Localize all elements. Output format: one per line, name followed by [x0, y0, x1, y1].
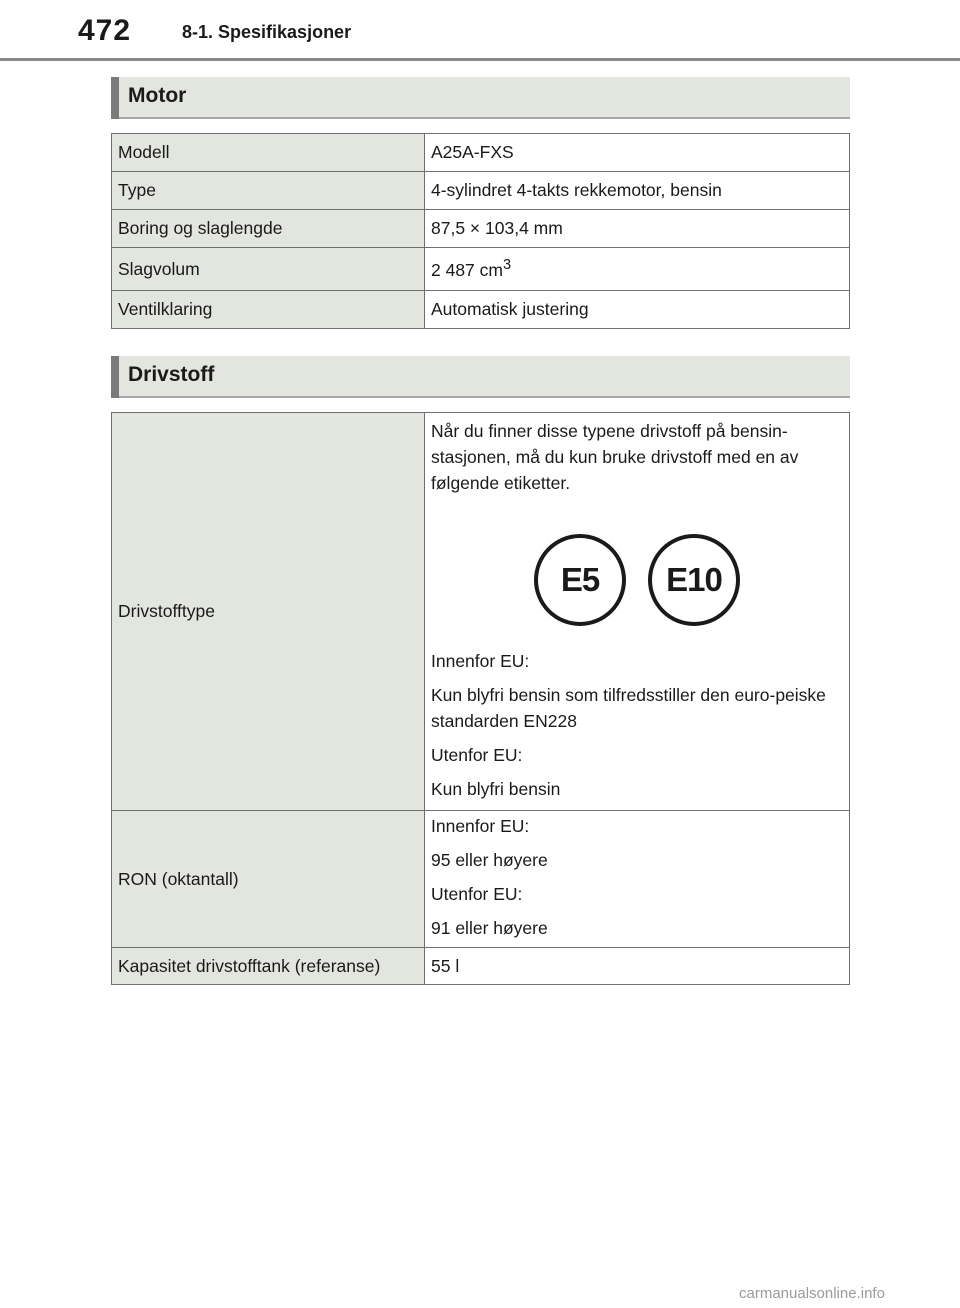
- page-header: [0, 0, 960, 60]
- fuel-intro-text: Når du finner disse typene drivstoff på bensin-stasjonen, må du kun bruke drivstoff med en av følgende etiketter.: [431, 421, 799, 493]
- row-label: Modell: [112, 134, 425, 172]
- non-eu-heading: Utenfor EU:: [431, 884, 523, 904]
- eu-heading: Innenfor EU:: [431, 816, 530, 836]
- row-label: Type: [112, 172, 425, 210]
- row-value: 55 l: [425, 948, 850, 985]
- row-value: [425, 811, 850, 948]
- table-row: [112, 291, 850, 329]
- section-heading-motor: [111, 77, 850, 119]
- eu-text: Kun blyfri bensin som tilfredsstiller den euro-peiske standarden EN228: [431, 685, 826, 731]
- fuel-spec-table: [111, 412, 850, 985]
- motor-spec-table: [111, 133, 850, 329]
- chapter-title: 8-1. Spesifikasjoner: [182, 22, 352, 42]
- row-value: [425, 248, 850, 291]
- row-label: Drivstofftype: [112, 413, 425, 811]
- e10-fuel-label-icon: E10: [648, 534, 740, 626]
- non-eu-heading: Utenfor EU:: [431, 745, 523, 765]
- table-row: [112, 134, 850, 172]
- row-label: Ventilklaring: [112, 291, 425, 329]
- row-label: Boring og slaglengde: [112, 210, 425, 248]
- section-title: Drivstoff: [128, 363, 215, 386]
- table-row: [112, 172, 850, 210]
- table-row: [112, 811, 850, 948]
- displacement-value: 2 487 cm: [431, 259, 503, 280]
- eu-heading: Innenfor EU:: [431, 651, 530, 671]
- row-value: A25A-FXS: [425, 134, 850, 172]
- table-row: [112, 948, 850, 985]
- row-label: RON (oktantall): [112, 811, 425, 948]
- row-label: Slagvolum: [112, 248, 425, 291]
- row-value: 87,5 × 103,4 mm: [425, 210, 850, 248]
- section-heading-drivstoff: [111, 356, 850, 398]
- section-title: Motor: [128, 84, 187, 107]
- non-eu-text: Kun blyfri bensin: [431, 779, 561, 799]
- row-value: 4-sylindret 4-takts rekkemotor, bensin: [425, 172, 850, 210]
- non-eu-value: 91 eller høyere: [431, 918, 548, 938]
- row-value: Automatisk justering: [425, 291, 850, 329]
- watermark: carmanualsonline.info: [739, 1285, 885, 1302]
- e5-fuel-label-icon: E5: [534, 534, 626, 626]
- unit-superscript: 3: [502, 257, 512, 274]
- row-value: [425, 413, 850, 811]
- fuel-label-badges: [431, 534, 843, 626]
- table-row: [112, 210, 850, 248]
- page-number: 472: [78, 14, 132, 47]
- section-accent-bar: [111, 77, 119, 119]
- eu-value: 95 eller høyere: [431, 850, 548, 870]
- section-accent-bar: [111, 356, 119, 398]
- table-row: [112, 413, 850, 811]
- header-divider: [0, 58, 960, 61]
- row-label: Kapasitet drivstofftank (referanse): [112, 948, 425, 985]
- table-row: [112, 248, 850, 291]
